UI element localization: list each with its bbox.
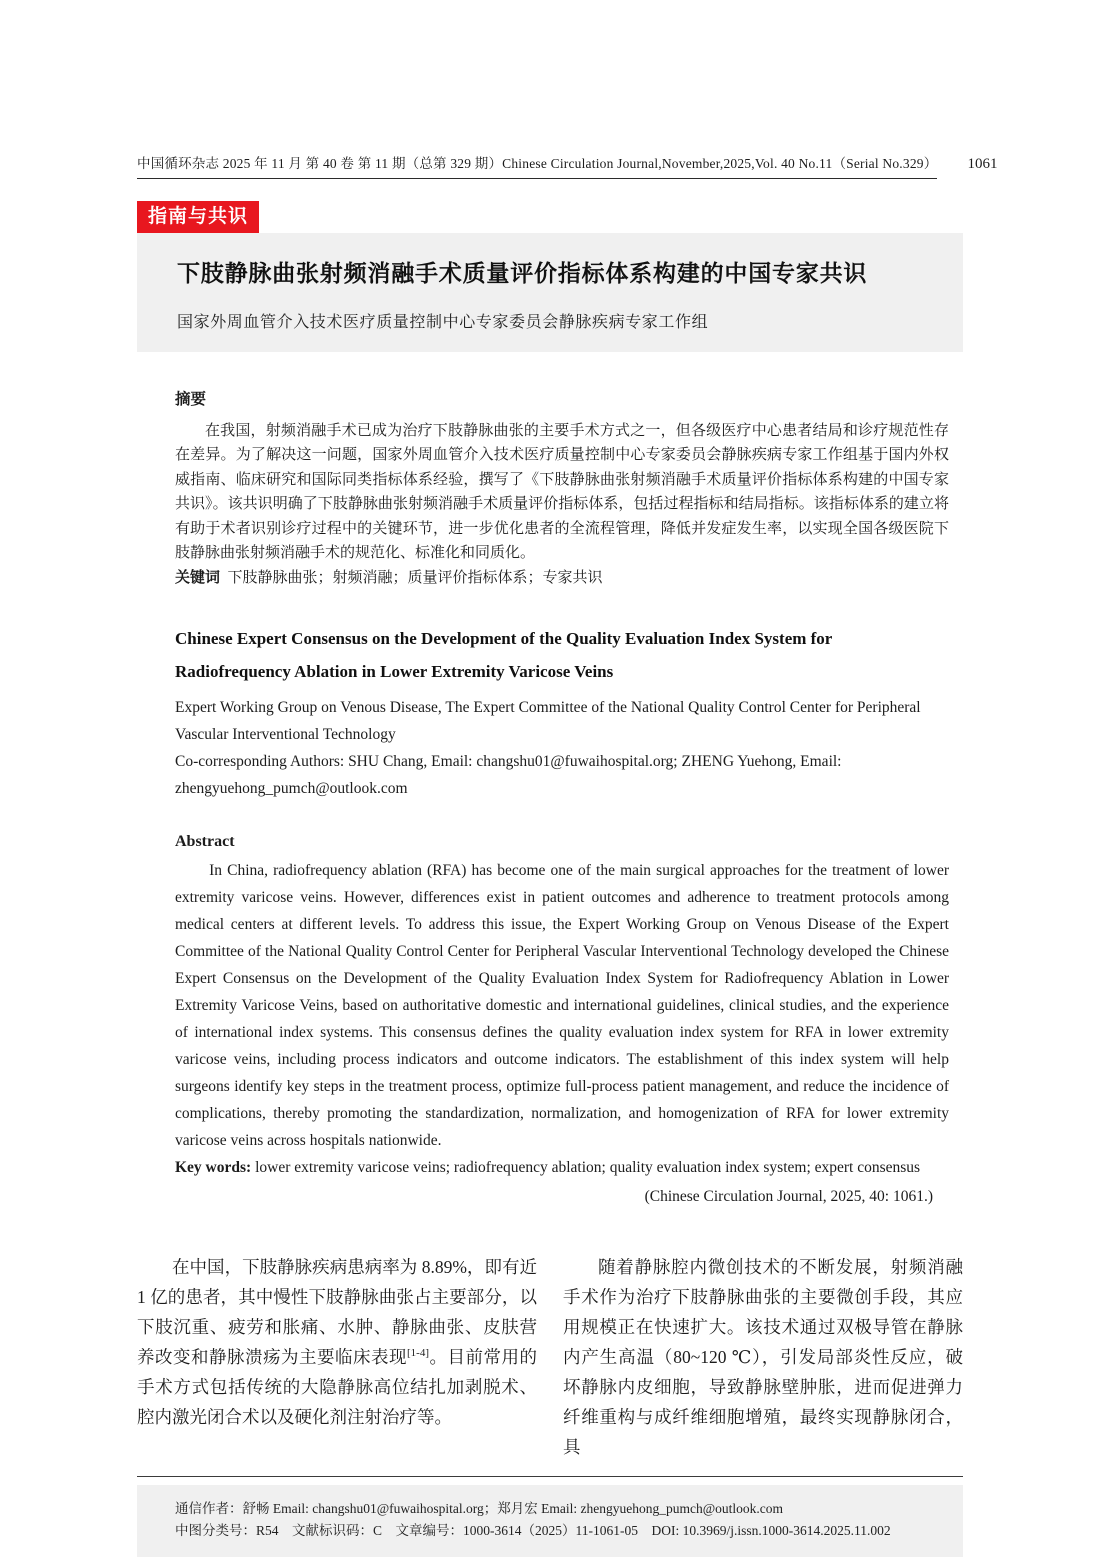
body-paragraph-right: 随着静脉腔内微创技术的不断发展，射频消融手术作为治疗下肢静脉曲张的主要微创手段，其应用规模正在快速扩大。该技术通过双极导管在静脉内产生高温（80~120 ℃），引发局部炎性反应，破坏静脉内皮细胞，导致静脉壁肿胀，进而促进弹力纤维重构与成纤维细胞增殖，最终实现静脉闭合，具 [563,1257,963,1457]
keywords-cn-text: 下肢静脉曲张；射频消融；质量评价指标体系；专家共识 [227,569,603,586]
title-box [137,233,963,352]
abstract-en-heading: Abstract [175,833,235,850]
english-section [175,622,949,1210]
journal-header-line: 中国循环杂志 2025 年 11 月 第 40 卷 第 11 期（总第 329 期）Chinese Circulation Journal,November,2025,Vol. 40 No.11（Serial No.329） [137,152,937,179]
citation-line: (Chinese Circulation Journal, 2025, 40: 1061.) [644,1188,933,1205]
corresponding-authors-en: Co-corresponding Authors: SHU Chang, Email: changshu01@fuwaihospital.org; ZHENG Yuehong, Email: zhengyuehong_pumch@outlook.com [175,753,842,797]
keywords-en-text: lower extremity varicose veins; radiofrequency ablation; quality evaluation index system; expert consensus [255,1159,921,1176]
page-number: 1061 [967,156,998,172]
body-left-text-2: 。目前常用的手术方式包括传统的大隐静脉高位结扎加剥脱术、腔内激光闭合术以及硬化剂注射治疗等。 [137,1347,537,1427]
article-title-en: Chinese Expert Consensus on the Development of the Quality Evaluation Index System for Radiofrequency Ablation in Lower Extremity Varicose Veins [175,629,833,681]
article-footnote-box [137,1485,963,1557]
keywords-en-label: Key words: [175,1159,252,1176]
body-column-left [137,1252,537,1462]
abstract-cn-body: 在我国，射频消融手术已成为治疗下肢静脉曲张的主要手术方式之一，但各级医疗中心患者结局和诊疗规范性存在差异。为了解决这一问题，国家外周血管介入技术医疗质量控制中心专家委员会静脉疾病专家工作组基于国内外权威指南、临床研究和国际同类指标体系经验，撰写了《下肢静脉曲张射频消融手术质量评价指标体系构建的中国专家共识》。该共识明确了下肢静脉曲张射频消融手术质量评价指标体系，包括过程指标和结局指标。该指标体系的建立将有助于术者识别诊疗过程中的关键环节，进一步优化患者的全流程管理，降低并发症发生率，以实现全国各级医院下肢静脉曲张射频消融手术的规范化、标准化和同质化。 [175,422,949,561]
keywords-en-line [175,1154,949,1181]
keywords-cn-label: 关键词 [175,568,221,586]
classification-doi-footnote: 中图分类号：R54 文献标识码：C 文章编号：1000-3614（2025）11-1061-05 DOI: 10.3969/j.issn.1000-3614.2025.11.002 [175,1523,891,1538]
corresponding-author-footnote: 通信作者：舒畅 Email: changshu01@fuwaihospital.org；郑月宏 Email: zhengyuehong_pumch@outlook.com [175,1501,784,1516]
abstract-cn-heading: 摘要 [175,391,207,408]
section-badge: 指南与共识 [137,201,259,233]
abstract-en-body: In China, radiofrequency ablation (RFA) has become one of the main surgical approaches for the treatment of lower extremity varicose veins. However, differences exist in patient outcomes and adherence to treatment protocols among medical centers at different levels. To address this issue, the Expert Working Group on Venous Disease of the Expert Committee of the National Quality Control Center for Peripheral Vascular Interventional Technology developed the Chinese Expert Consensus on the Development of the Quality Evaluation Index System for Radiofrequency Ablation in Lower Extremity Varicose Veins, based on authoritative domestic and international guidelines, clinical studies, and the experience of international index systems. This consensus defines the quality evaluation index system for RFA in lower extremity varicose veins, including process indicators and outcome indicators. The establishment of this index system will help surgeons identify key steps in the treatment process, optimize full-process patient management, and reduce the incidence of complications, thereby promoting the standardization, normalization, and homogenization of RFA for lower extremity varicose veins across hospitals nationwide. [175,862,949,1149]
article-title-cn: 下肢静脉曲张射频消融手术质量评价指标体系构建的中国专家共识 [177,260,868,286]
abstract-cn-section [175,388,949,590]
footnote-divider [137,1476,963,1477]
body-left-text-1: 在中国，下肢静脉疾病患病率为 8.89%，即有近 1 亿的患者，其中慢性下肢静脉曲张占主要部分，以下肢沉重、疲劳和胀痛、水肿、静脉曲张、皮肤营养改变和静脉溃疡为主要临床表现 [137,1257,537,1367]
author-group-cn: 国家外周血管介入技术医疗质量控制中心专家委员会静脉疾病专家工作组 [177,314,709,331]
article-body [137,1252,963,1462]
author-group-en: Expert Working Group on Venous Disease, The Expert Committee of the National Quality Control Center for Peripheral Vascular Interventional Technology [175,699,921,743]
reference-superscript: [1-4] [407,1347,429,1360]
keywords-cn-line [175,566,949,591]
running-head [137,152,998,179]
body-paragraph-left [137,1252,537,1432]
body-column-right [563,1252,963,1462]
